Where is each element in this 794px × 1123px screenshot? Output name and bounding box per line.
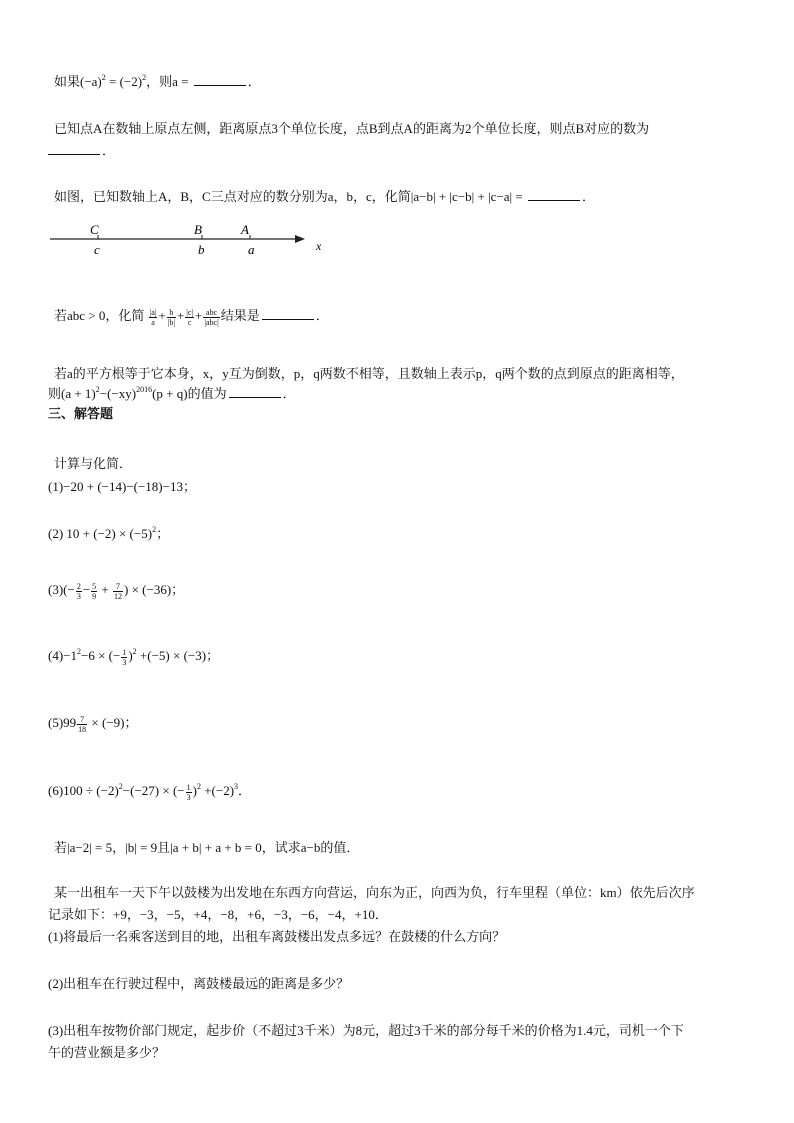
question-fill-5 bbox=[48, 364, 754, 384]
axis-label-x: x bbox=[316, 239, 322, 253]
numerator: b bbox=[167, 308, 176, 318]
denominator: 3 bbox=[122, 657, 127, 667]
exponent: 2 bbox=[196, 782, 201, 791]
q1-text-a: 如果(−a) bbox=[54, 74, 102, 89]
denominator: 9 bbox=[92, 591, 97, 601]
point-label-C: C bbox=[90, 222, 99, 237]
question-fill-4 bbox=[48, 306, 754, 327]
denominator: 18 bbox=[78, 724, 87, 734]
question-fill-2 bbox=[48, 119, 754, 139]
plus-sign: + bbox=[195, 308, 203, 323]
calc-item-5 bbox=[48, 713, 754, 734]
q4-text: 若abc > 0，化简 bbox=[54, 308, 145, 323]
fraction bbox=[167, 308, 176, 327]
denominator: a bbox=[151, 317, 155, 327]
q1-text-c: ，则a = bbox=[146, 74, 192, 89]
exponent: 2 bbox=[132, 647, 137, 656]
answer-blank[interactable] bbox=[194, 72, 246, 86]
q2-text: 已知点A在数轴上原点左侧，距离原点3个单位长度，点B到点A的距离为2个单位长度，则点B对应的数为 bbox=[54, 121, 650, 136]
calc-3-text: (3)(− bbox=[48, 582, 75, 597]
q1-exp-a: 2 bbox=[101, 73, 106, 82]
taxi-subquestion-2: (2)出租车在行驶过程中，离鼓楼最远的距离是多少？ bbox=[48, 976, 350, 991]
taxi-problem-line2: 记录如下：+9，−3，−5，+4，−8，+6，−3，−6，−4，+10． bbox=[48, 907, 388, 922]
point-label-A: A bbox=[241, 222, 249, 237]
fraction bbox=[77, 715, 87, 734]
point-label-B: B bbox=[194, 222, 202, 237]
plus-sign: + bbox=[158, 308, 166, 323]
answer-blank[interactable] bbox=[229, 384, 281, 398]
exponent: 2 bbox=[77, 647, 81, 656]
q4-text-b: 结果是 bbox=[220, 308, 260, 323]
taxi-subquestion-3-line2: 午的营业额是多少？ bbox=[48, 1045, 166, 1060]
fraction bbox=[113, 582, 123, 601]
denominator: |b| bbox=[167, 317, 175, 327]
q5-text-c: −(−xy) bbox=[99, 386, 137, 401]
exponent: 2 bbox=[152, 525, 157, 534]
q3-text: 如图，已知数轴上A，B，C三点对应的数分别为a，b，c，化简|a−b| + |c−b| + |c−a| = bbox=[54, 189, 526, 204]
q5-end: ． bbox=[282, 386, 296, 401]
paren: ) bbox=[192, 783, 197, 798]
number-line-arrow bbox=[295, 235, 305, 243]
q5-text: 若a的平方根等于它本身，x，y互为倒数，p，q两数不相等，且数轴上表示p，q两个数的点到原点的距离相等， bbox=[54, 366, 684, 381]
q1-text-b: = (−2) bbox=[105, 74, 143, 89]
point-value-c: c bbox=[94, 242, 100, 257]
question-fill-5-line2 bbox=[48, 384, 754, 404]
q3-end: ． bbox=[581, 189, 595, 204]
calc-4-end: +(−5) × (−3)； bbox=[136, 648, 220, 663]
calc-item-2 bbox=[48, 524, 754, 544]
answer-blank[interactable] bbox=[262, 306, 314, 320]
numerator: |a| bbox=[149, 307, 157, 317]
question-fill-3 bbox=[48, 187, 754, 207]
calc-3-end: ) × (−36)； bbox=[124, 582, 185, 597]
calc-4-text-b: −6 × (− bbox=[81, 648, 121, 663]
calc-6-text-b: −(−27) × (− bbox=[122, 783, 185, 798]
numerator: 1 bbox=[122, 647, 127, 657]
calc-title: 计算与化简． bbox=[54, 456, 133, 471]
taxi-subquestion-1: (1)将最后一名乘客送到目的地，出租车离鼓楼出发点多远？在鼓楼的什么方向？ bbox=[48, 929, 506, 944]
calc-item-1: (1)−20 + (−14)−(−18)−13； bbox=[48, 479, 196, 494]
calc-item-3 bbox=[48, 580, 754, 601]
calc-item-4 bbox=[48, 646, 754, 667]
point-value-a: a bbox=[248, 242, 255, 257]
minus-sign: − bbox=[82, 582, 91, 597]
exponent: 2 bbox=[118, 782, 123, 791]
fraction bbox=[91, 582, 97, 601]
taxi-subquestion-3: (3)出租车按物价部门规定，起步价（不超过3千米）为8元，超过3千米的部分每千米的价格为1.4元，司机一个下 bbox=[48, 1023, 684, 1038]
denominator: 3 bbox=[76, 591, 81, 601]
numerator: 7 bbox=[77, 715, 87, 725]
calc-6-text-c: +(−2) bbox=[200, 783, 235, 798]
q5-text-d: (p + q)的值为 bbox=[152, 386, 227, 401]
point-value-b: b bbox=[198, 242, 205, 257]
denominator: 3 bbox=[186, 792, 191, 802]
exponent: 3 bbox=[234, 782, 239, 791]
denominator: c bbox=[187, 317, 192, 327]
plus-sign: + bbox=[98, 582, 113, 597]
fraction bbox=[121, 648, 127, 667]
calc-5-end: × (−9)； bbox=[88, 715, 138, 730]
fraction bbox=[203, 308, 219, 327]
number-line-figure bbox=[50, 222, 350, 262]
section-heading: 三、解答题 bbox=[48, 407, 114, 422]
q2-end: ． bbox=[102, 143, 116, 158]
fraction bbox=[76, 582, 82, 601]
q1-exp-b: 2 bbox=[142, 73, 147, 82]
question-fill-2-line2 bbox=[48, 141, 754, 161]
q5-exp-a: 2 bbox=[95, 385, 100, 394]
fraction bbox=[186, 783, 192, 802]
fraction bbox=[185, 308, 194, 327]
calc-item-6 bbox=[48, 781, 754, 802]
calc-6-text: (6)100 ÷ (−2) bbox=[48, 783, 119, 798]
denominator: 12 bbox=[114, 591, 123, 601]
calc-5-text: (5)99 bbox=[48, 715, 77, 730]
question-abs-value: 若|a−2| = 5，|b| = 9且|a + b| + a + b = 0，试求a−b的值． bbox=[54, 840, 360, 855]
numerator: 5 bbox=[92, 581, 97, 591]
numerator: 2 bbox=[76, 581, 81, 591]
calc-2-end: ； bbox=[156, 526, 170, 541]
numerator: 1 bbox=[186, 782, 191, 792]
calc-6-end: ． bbox=[238, 783, 252, 798]
calc-4-text: (4)−1 bbox=[48, 648, 77, 663]
question-fill-1 bbox=[48, 72, 754, 92]
answer-blank[interactable] bbox=[528, 187, 580, 201]
q5-text-b: 则(a + 1) bbox=[48, 386, 96, 401]
q5-exp-b: 2016 bbox=[136, 385, 153, 394]
answer-blank[interactable] bbox=[48, 141, 100, 155]
numerator: 7 bbox=[113, 582, 123, 592]
numerator: |c| bbox=[186, 307, 194, 317]
plus-sign: + bbox=[176, 308, 185, 323]
denominator: |abc| bbox=[204, 317, 219, 327]
paren: ) bbox=[128, 648, 133, 663]
fraction bbox=[149, 308, 158, 327]
calc-2-text: (2) 10 + (−2) × (−5) bbox=[48, 526, 153, 541]
q4-end: ． bbox=[315, 308, 329, 323]
q1-end: ． bbox=[247, 74, 261, 89]
numerator: abc bbox=[203, 308, 219, 318]
taxi-problem-line1: 某一出租车一天下午以鼓楼为出发地在东西方向营运，向东为正，向西为负，行车里程（单位：km）依先后次序 bbox=[54, 885, 695, 900]
